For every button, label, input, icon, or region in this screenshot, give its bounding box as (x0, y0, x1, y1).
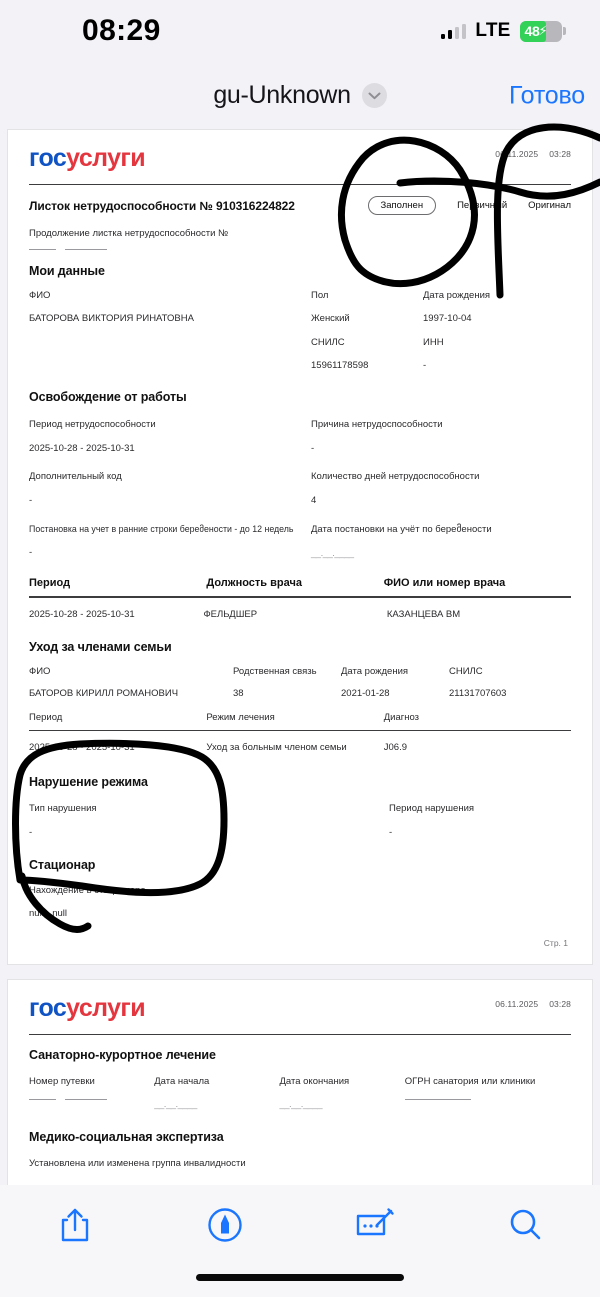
family-value-snils: 21131707603 (449, 687, 507, 699)
sex-value: Женский (311, 313, 350, 325)
home-indicator (196, 1274, 404, 1281)
sanatorium-col-end: Дата окончания (279, 1076, 350, 1087)
incapacity-reason-value: - (311, 442, 315, 454)
battery-percent-label: 48 (524, 23, 540, 39)
battery-charging-bolt-icon: ⚡ (538, 23, 548, 38)
work-release-row-1 (29, 418, 571, 456)
section-violation-heading: Нарушение режима (29, 775, 148, 790)
snils-label: СНИЛС (311, 336, 345, 348)
markup-pen-icon[interactable] (206, 1206, 244, 1249)
sanatorium-voucher-blank (29, 1099, 154, 1110)
page1-header (29, 146, 571, 171)
sanatorium-end-blank: __.__.____ (279, 1099, 323, 1110)
family-value-birth: 2021-01-28 (341, 687, 390, 699)
share-icon[interactable] (58, 1205, 92, 1250)
section-my-data-heading: Мои данные (29, 264, 105, 278)
inn-value: - (423, 359, 427, 371)
doctor-table-col-position: Должность врача (206, 577, 302, 590)
page1-stamp (495, 146, 571, 159)
markup-button[interactable] (188, 1198, 262, 1256)
sanatorium-col-ogrn: ОГРН санатория или клиники (404, 1076, 536, 1087)
continuation-blank-fields (29, 249, 571, 250)
doctor-table-col-period: Период (29, 577, 71, 590)
doctor-row-name: КАЗАНЦЕВА ВМ (386, 608, 461, 620)
additional-code-value: - (29, 495, 33, 507)
section-mse-heading: Медико-социальная экспертиза (29, 1130, 224, 1144)
stamp-time: 03:28 (549, 999, 571, 1009)
sanatorium-col-start: Дата начала (154, 1076, 210, 1087)
cellular-signal-icon (441, 24, 467, 39)
treat-col-diagnosis: Диагноз (383, 711, 420, 723)
status-bar (0, 0, 600, 62)
hospital-stay-label: Нахождение в стационаре (29, 884, 146, 896)
treat-row-diagnosis: J06.9 (383, 742, 407, 754)
sanatorium-col-voucher: Номер путевки (29, 1076, 95, 1087)
incapacity-days-label: Количество дней нетрудоспособности (311, 471, 480, 483)
sex-label: Пол (311, 290, 329, 301)
sanatorium-blank-row (29, 1099, 571, 1110)
violation-period-label: Период нарушения (389, 803, 475, 815)
hospital-stay-block (29, 884, 571, 922)
page-title: gu-Unknown (213, 81, 351, 109)
status-badge: Заполнен (368, 196, 437, 215)
pregnancy-registration-label: Постановка на учет в ранние строки береმености - до 12 недель (29, 523, 294, 534)
family-value-fio: БАТОРОВ КИРИЛЛ РОМАНОВИЧ (29, 687, 179, 699)
sanatorium-start-blank: __.__.____ (154, 1099, 197, 1110)
sanatorium-header-row (29, 1076, 571, 1087)
birth-value: 1997-10-04 (423, 313, 472, 325)
logo-part-gos: гос (29, 994, 67, 1022)
document-title-row (29, 196, 571, 215)
battery-cap (563, 27, 566, 35)
table-row (29, 609, 571, 620)
family-col-relation: Родственная связь (233, 665, 317, 677)
page2-header (29, 996, 571, 1021)
fio-value: БАТОРОВА ВИКТОРИЯ РИНАТОВНА (29, 313, 194, 325)
work-release-row-3 (29, 523, 571, 561)
incapacity-period-label: Период нетрудоспособности (29, 419, 156, 430)
logo-part-uslugi: услуги (66, 994, 145, 1022)
continuation-label: Продолжение листка нетрудоспособности № (29, 228, 229, 239)
pregnancy-registration-value: - (29, 546, 33, 558)
incapacity-reason-label: Причина нетрудоспособности (311, 419, 443, 430)
navigation-bar (0, 62, 600, 129)
additional-code-label: Дополнительный код (29, 471, 122, 483)
section-hospital-heading: Стационар (29, 857, 96, 872)
share-button[interactable] (38, 1198, 112, 1256)
doctor-row-period: 2025-10-28 - 2025-10-31 (29, 608, 135, 620)
pregnancy-date-label: Дата постановки на учёт по береმености (311, 523, 492, 535)
gosuslugi-logo (29, 996, 145, 1021)
family-care-header-row (29, 666, 571, 677)
table-row (29, 742, 571, 753)
violation-type-label: Тип нарушения (29, 803, 97, 815)
network-type-label: LTE (475, 20, 511, 41)
treat-col-period: Период (29, 711, 63, 723)
treat-col-mode: Режим лечения (206, 711, 275, 723)
fill-and-sign-button[interactable] (338, 1198, 412, 1256)
search-button[interactable] (488, 1198, 562, 1256)
stamp-time: 03:28 (549, 149, 571, 159)
battery-icon (520, 21, 562, 42)
status-bar-time: 08:29 (82, 14, 161, 47)
violation-type-value: - (29, 826, 33, 838)
pregnancy-date-value: __.__.____ (311, 547, 354, 559)
kind-badge: Первичный (457, 200, 508, 211)
document-title-button[interactable] (213, 81, 386, 110)
treat-row-period: 2025-10-28 - 2025-10-31 (29, 742, 135, 754)
family-treatment-table (29, 712, 571, 753)
bottom-toolbar (0, 1185, 600, 1297)
doctor-table-header-row (29, 577, 571, 589)
doctor-row-position: ФЕЛЬДШЕР (203, 608, 258, 620)
inn-label: ИНН (423, 336, 444, 348)
section-family-care-heading: Уход за членами семьи (29, 639, 172, 654)
section-sanatorium-heading: Санаторно-курортное лечение (29, 1048, 216, 1062)
treat-row-mode: Уход за больным членом семьи (206, 742, 347, 754)
hospital-stay-value: null - null (29, 908, 68, 920)
violation-period-value: - (389, 826, 393, 838)
birth-label: Дата рождения (423, 290, 491, 301)
chevron-down-icon[interactable] (362, 83, 387, 108)
gosuslugi-logo (29, 146, 145, 171)
my-data-grid (29, 289, 571, 373)
page2-stamp (495, 996, 571, 1009)
doctor-table (29, 577, 571, 619)
sanatorium-ogrn-blank (405, 1099, 571, 1110)
document-page-2 (7, 979, 593, 1209)
family-treatment-header-row (29, 712, 571, 723)
status-bar-indicators (441, 20, 566, 42)
family-col-fio: ФИО (29, 665, 51, 677)
document-page-1 (7, 129, 593, 965)
family-value-relation: 38 (233, 687, 244, 699)
header-divider (29, 1034, 571, 1035)
work-release-row-2 (29, 470, 571, 508)
search-icon[interactable] (507, 1207, 543, 1248)
stamp-date: 06.11.2025 (495, 149, 539, 159)
logo-part-gos: гос (29, 144, 67, 172)
fill-and-sign-icon[interactable] (354, 1208, 396, 1247)
snils-value: 15961178598 (311, 359, 369, 371)
stamp-date: 06.11.2025 (495, 999, 539, 1009)
violation-row (29, 802, 571, 840)
header-divider (29, 184, 571, 185)
incapacity-days-value: 4 (311, 495, 317, 507)
incapacity-period-value: 2025-10-28 - 2025-10-31 (29, 442, 135, 454)
family-col-birth: Дата рождения (341, 665, 409, 677)
page-number-1: Стр. 1 (543, 938, 568, 948)
logo-part-uslugi: услуги (66, 144, 145, 172)
sick-leave-title: Листок нетрудоспособности № 910316224822 (29, 198, 295, 213)
doctor-table-col-name: ФИО или номер врача (383, 577, 506, 590)
section-work-release-heading: Освобождение от работы (29, 390, 187, 404)
family-care-value-row (29, 688, 571, 699)
document-badges (368, 196, 571, 215)
done-button[interactable]: Готово (509, 81, 585, 109)
fio-label: ФИО (29, 290, 51, 301)
family-col-snils: СНИЛС (449, 665, 483, 677)
document-scroll-view[interactable] (0, 129, 600, 1185)
mse-label: Установлена или изменена группа инвалидности (29, 1158, 246, 1169)
copy-badge: Оригинал (528, 200, 571, 211)
